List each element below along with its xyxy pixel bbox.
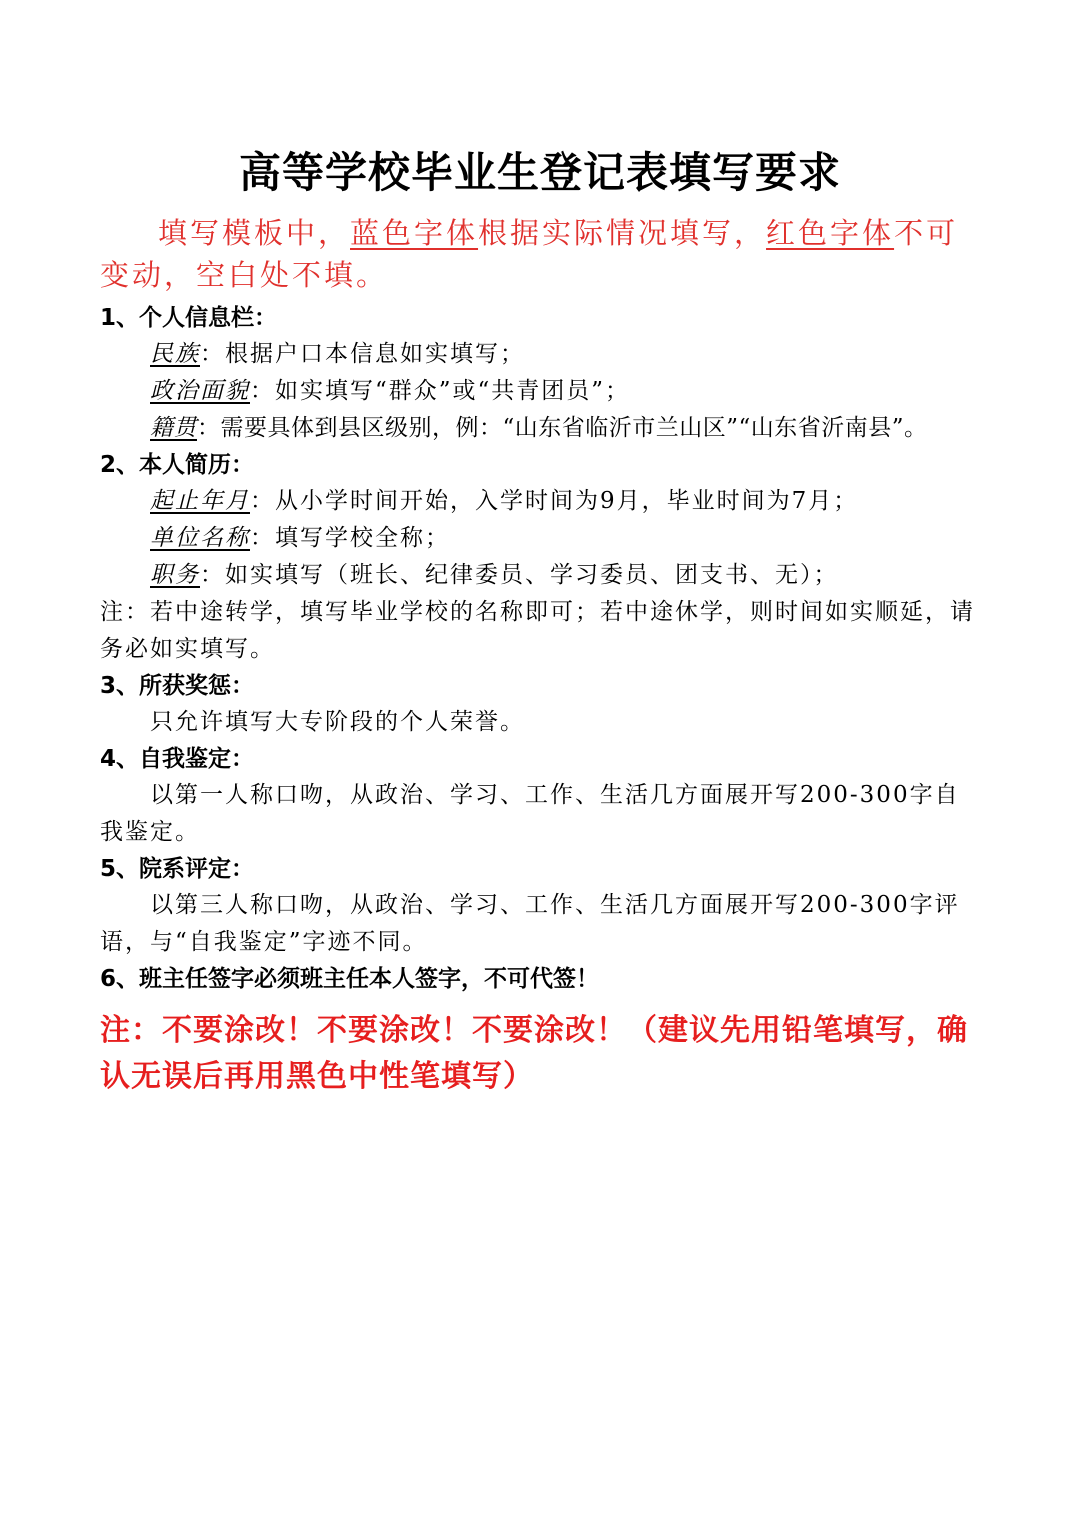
item-key: 政治面貌	[150, 378, 250, 404]
red-font-label: 红色字体	[766, 216, 895, 250]
item-text: ：填写学校全称；	[250, 525, 450, 551]
requirements-body	[100, 300, 984, 997]
intro-text-2: 根据实际情况填写，	[478, 216, 767, 250]
blue-font-label: 蓝色字体	[350, 216, 479, 250]
item-text: ：需要具体到县区级别，例：“山东省临沂市兰山区”“山东省沂南县”。	[197, 415, 928, 441]
no-alteration-warning: 注：不要涂改！不要涂改！不要涂改！（建议先用铅笔填写，确认无误后再用黑色中性笔填写）	[100, 1013, 968, 1094]
item-text: ：如实填写（班长、纪律委员、学习委员、团支书、无）；	[200, 562, 839, 588]
section-6-heading: 6、班主任签字必须班主任本人签字，不可代签！	[100, 966, 600, 992]
item-text: ：如实填写“群众”或“共青团员”；	[250, 378, 631, 404]
item-key: 职务	[150, 562, 200, 588]
s1-item-political-status	[100, 373, 984, 410]
item-key: 起止年月	[150, 488, 250, 514]
s2-note: 注：若中途转学，填写毕业学校的名称即可；若中途休学，则时间如实顺延，请务必如实填写。	[100, 599, 975, 662]
s2-item-unit-name	[100, 520, 984, 557]
intro-text-1: 填写模板中，	[158, 216, 351, 250]
s3-text: 只允许填写大专阶段的个人荣誉。	[150, 709, 525, 735]
document-title: 高等学校毕业生登记表填写要求	[238, 148, 841, 197]
s2-item-position	[100, 557, 984, 594]
item-key: 民族	[150, 341, 200, 367]
item-text: ：从小学时间开始，入学时间为9月，毕业时间为7月；	[250, 488, 859, 514]
section-2-heading: 2、本人简历：	[100, 452, 255, 478]
section-1-heading: 1、个人信息栏：	[100, 305, 278, 331]
item-text: ：根据户口本信息如实填写；	[200, 341, 525, 367]
s4-text: 以第一人称口吻，从政治、学习、工作、生活几方面展开写200-300字自我鉴定。	[100, 782, 960, 845]
s1-item-native-place	[100, 410, 984, 447]
intro-text-3: 不可变动，空白处不填。	[100, 216, 959, 292]
section-3-heading: 3、所获奖惩：	[100, 673, 255, 699]
s2-item-dates	[100, 483, 984, 520]
section-4-heading: 4、自我鉴定：	[100, 746, 255, 772]
s5-text: 以第三人称口吻，从政治、学习、工作、生活几方面展开写200-300字评语，与“自我鉴定”字迹不同。	[100, 892, 960, 955]
template-instructions	[100, 212, 984, 296]
s1-item-ethnicity	[100, 336, 984, 373]
section-5-heading: 5、院系评定：	[100, 856, 255, 882]
item-key: 单位名称	[150, 525, 250, 551]
item-key: 籍贯	[150, 415, 197, 441]
